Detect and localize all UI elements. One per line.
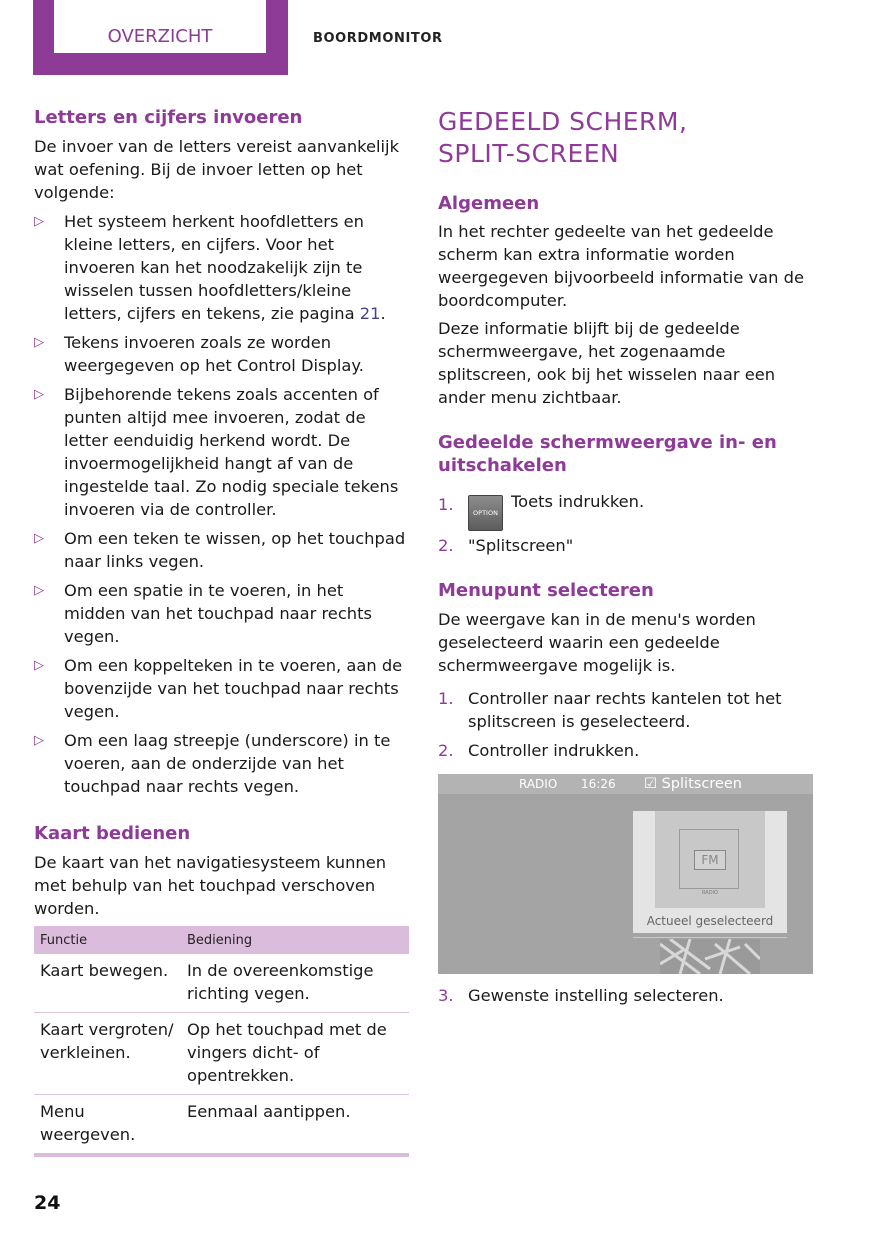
list-item: ▷ Tekens invoeren zoals ze worden weergegeven op het Control Display. [34,333,364,375]
table-header: Bediening [181,926,409,954]
menu-intro: De weergave kan in de menu's worden geselecteerd waarin een gedeelde schermweergave mogelijk is. [438,610,756,675]
screen-divider [633,937,787,938]
screen-fm-caption: RADIO [702,890,718,896]
list-item: ▷ Om een koppelteken in te voeren, aan de bovenzijde van het touchpad naar rechts vegen. [34,656,403,721]
map-controls-table [34,926,409,1153]
table-cell: Eenmaal aantippen. [187,1102,351,1121]
triangle-bullet-icon: ▷ [34,733,44,748]
chapter-title: BOORDMONITOR [313,31,443,46]
table-header: Functie [34,926,181,954]
main-heading: GEDEELD SCHERM, SPLIT-SCREEN [438,107,688,168]
page-link[interactable]: 21 [359,304,381,323]
triangle-bullet-icon: ▷ [34,658,44,673]
screen-radio-label: RADIO [519,777,558,791]
triangle-bullet-icon: ▷ [34,583,44,598]
list-item: ▷ Om een spatie in te voeren, in het midden van het touchpad naar rechts vegen. [34,581,372,646]
list-item: ▷ Bijbehorende tekens zoals accenten of punten altijd mee invoeren, zodat de letter eenduidig herkend wordt. De invoermogelijkheid hangt af van de ingestelde taal. Zo nodig speciale tekens invoeren via de controller. [34,385,399,519]
list-item: 2. "Splitscreen" [438,536,574,555]
screen-clock: 16:26 [581,777,616,791]
table-row [34,1095,409,1154]
general-heading: Algemeen [438,193,540,214]
map-heading: Kaart bedienen [34,823,191,844]
general-paragraph-1: In het rechter gedeelte van het gedeelde scherm kan extra informatie worden weergegeven bijvoorbeeld informatie van de boordcomputer. [438,222,804,310]
list-item: 2. Controller indrukken. [438,741,640,760]
triangle-bullet-icon: ▷ [34,531,44,546]
triangle-bullet-icon: ▷ [34,214,44,229]
table-cell: In de overeenkomstige richting vegen. [181,954,409,1013]
screen-panel-caption: Actueel geselecteerd [646,914,774,928]
fm-icon: FM [694,850,726,870]
general-paragraph-2: Deze informatie blijft bij de gedeelde schermweergave, het zogenaamde splitscreen, ook bij het wisselen naar een ander menu zichtbaar. [438,319,776,407]
list-item: 1. OPTIONToets indrukken. [438,485,818,531]
page-number: 24 [34,1192,61,1214]
table-bottom-rule [34,1153,409,1157]
section-tab [33,0,288,75]
menu-steps [438,687,818,762]
screen-panel-preview [655,811,765,908]
option-button[interactable]: OPTION [468,495,503,531]
table-row [34,954,409,1013]
letters-heading: Letters en cijfers invoeren [34,107,303,128]
table-cell: Kaart vergroten/ verkleinen. [34,1013,181,1095]
table-cell: Op het touchpad met de vingers dicht- of opentrekken. [181,1013,409,1095]
screen-preview-frame [679,829,739,889]
toggle-heading: Gedeelde schermweergave in- en uitschakelen [438,432,777,476]
triangle-bullet-icon: ▷ [34,387,44,402]
table-cell: Menu weergeven. [40,1102,136,1144]
screen-decorative-graphic-icon [660,939,760,974]
list-item: ▷ Het systeem herkent hoofdletters en kleine letters, en cijfers. Voor het invoeren kan het noodzakelijk zijn te wisselen tussen hoofdletters/kleine letters, cijfers en tekens, zie pagina 21. [34,212,386,323]
final-steps [438,984,818,1007]
letters-bullet-list [34,210,409,798]
left-column [34,106,409,1157]
toggle-steps [438,485,818,557]
right-column [438,106,818,1007]
letters-intro: De invoer van de letters vereist aanvankelijk wat oefening. Bij de invoer letten op het volgende: [34,137,399,202]
splitscreen-screenshot [438,774,813,974]
map-intro: De kaart van het navigatiesysteem kunnen met behulp van het touchpad verschoven worden. [34,853,387,918]
screen-splitscreen-title: ☑ Splitscreen [644,776,742,792]
list-item: ▷ Om een teken te wissen, op het touchpad naar links vegen. [34,529,406,571]
list-item: ▷ Om een laag streepje (underscore) in te voeren, aan de onderzijde van het touchpad naar rechts vegen. [34,731,391,796]
screen-status-bar [438,774,813,794]
list-item: 3. Gewenste instelling selecteren. [438,986,724,1005]
section-tab-label: OVERZICHT [54,0,266,53]
screen-split-panel [633,811,787,933]
table-cell: Kaart bewegen. [34,954,181,1013]
table-row [34,1013,409,1095]
menu-heading: Menupunt selecteren [438,580,654,601]
triangle-bullet-icon: ▷ [34,335,44,350]
list-item: 1. Controller naar rechts kantelen tot het splitscreen is geselecteerd. [438,689,782,731]
